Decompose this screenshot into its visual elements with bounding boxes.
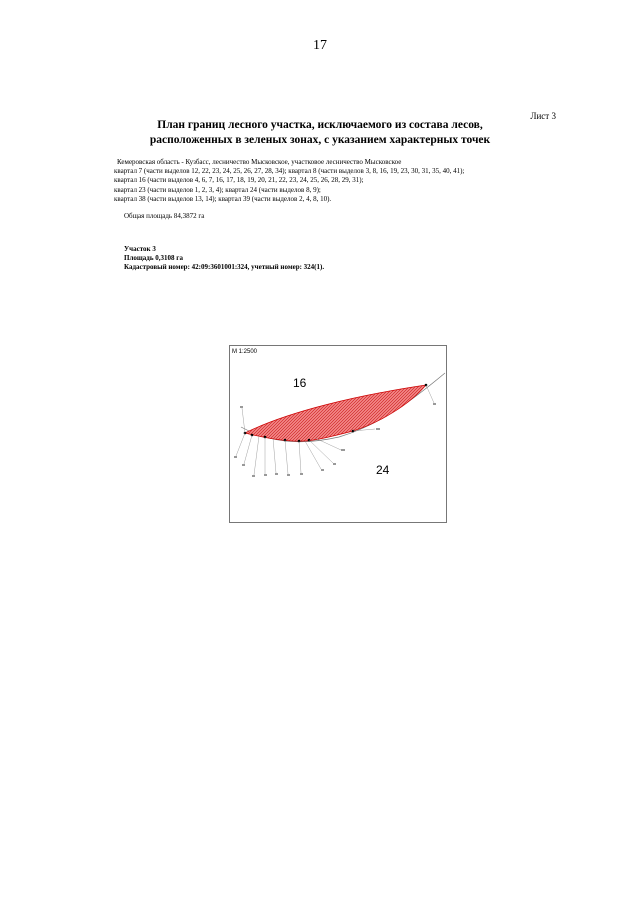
plot-name: Участок 3 <box>124 245 156 253</box>
leader-line <box>236 433 245 456</box>
location-line-3: квартал 16 (части выделов 4, 6, 7, 16, 17, 18, 19, 20, 21, 22, 23, 24, 25, 26, 28, 29, 31); <box>114 176 364 185</box>
leader-line <box>309 440 333 463</box>
point-number-mark <box>234 456 237 458</box>
location-line-4: квартал 23 (части выделов 1, 2, 3, 4); квартал 24 (части выделов 8, 9); <box>114 185 321 194</box>
point-number-mark <box>240 406 243 408</box>
title-line-2: расположенных в зеленых зонах, с указанием характерных точек <box>149 134 491 146</box>
point-number-mark <box>252 475 255 477</box>
leader-line <box>299 441 301 473</box>
leader-line <box>244 435 252 464</box>
plot-info <box>124 245 324 272</box>
location-description <box>114 158 464 204</box>
title-line-1: План границ лесного участка, исключаемого из состава лесов, <box>157 119 483 131</box>
point-number-mark <box>275 473 278 475</box>
quarter-label-16: 16 <box>293 376 307 390</box>
leader-line <box>242 408 245 433</box>
location-line-2: квартал 7 (части выделов 12, 22, 23, 24, 25, 26, 27, 28, 34); квартал 8 (части выделов 3, 8, 16, 19, 23, 30, 31, 35, 40, 41); <box>114 167 465 176</box>
point-number-mark <box>242 464 245 466</box>
point-number-mark <box>333 463 336 465</box>
total-area: Общая площадь 84,3872 га <box>124 212 205 220</box>
leader-line <box>305 441 321 469</box>
plot-area: Площадь 0,3108 га <box>124 254 183 262</box>
point-number-mark <box>376 428 380 430</box>
leader-line <box>285 440 288 474</box>
quarter-label-24: 24 <box>376 463 390 477</box>
page-number: 17 <box>313 38 327 53</box>
point-number-mark <box>321 469 324 471</box>
point-number-mark <box>433 403 436 405</box>
leader-line <box>426 385 434 403</box>
location-line-5: квартал 38 (части выделов 13, 14); квартал 39 (части выделов 2, 4, 8, 10). <box>114 194 332 203</box>
document-title <box>0 118 640 148</box>
point-number-mark <box>341 449 345 451</box>
plot-map <box>229 345 447 523</box>
leader-line <box>315 438 341 450</box>
point-number-mark <box>287 474 290 476</box>
leader-line <box>254 436 259 475</box>
location-line-1: Кемеровская область - Кузбасс, лесничество Мысковское, участковое лесничество Мысковское <box>117 158 402 166</box>
sheet-label: Лист 3 <box>530 111 556 121</box>
plot-cadastral: Кадастровый номер: 42:09:3601001:324, учетный номер: 324(1). <box>124 263 325 271</box>
map-scale: М 1:2500 <box>232 349 258 355</box>
point-number-mark <box>300 473 303 475</box>
plot-polygon <box>245 385 426 441</box>
point-number-mark <box>264 474 267 476</box>
leader-line <box>273 438 276 473</box>
